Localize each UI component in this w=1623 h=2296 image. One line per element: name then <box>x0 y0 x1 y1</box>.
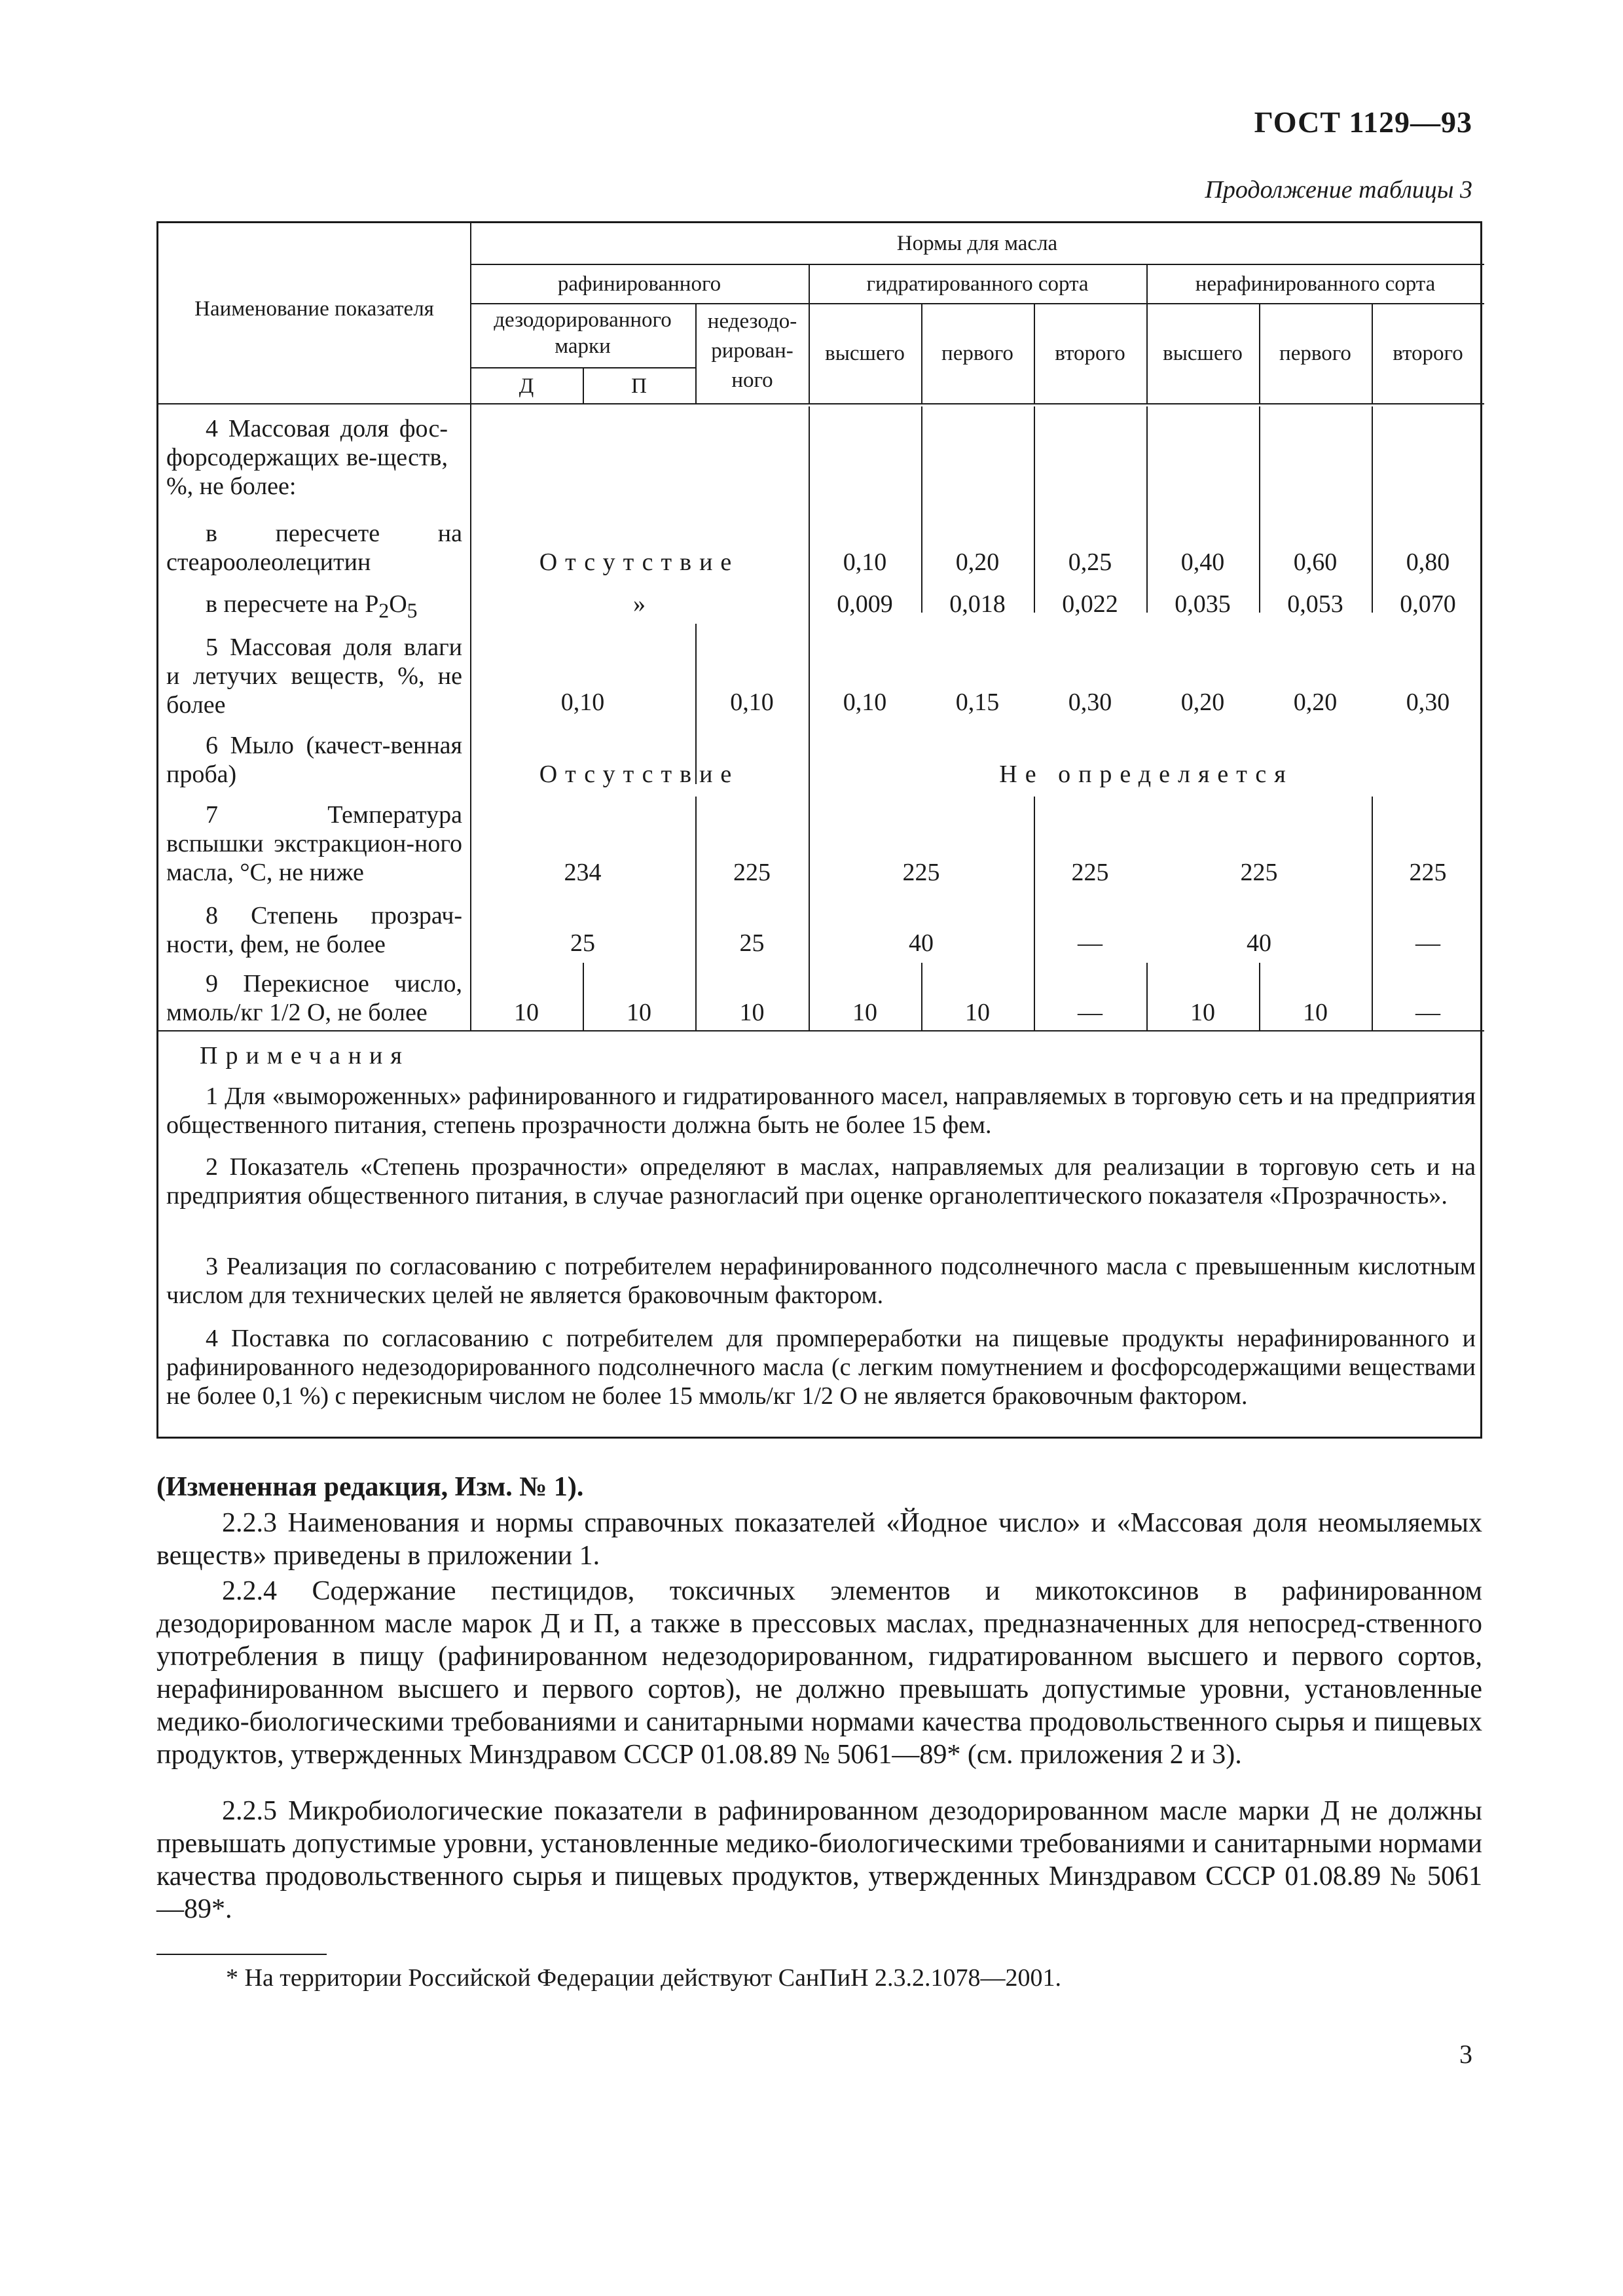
ditto-mark: » <box>633 590 646 618</box>
table-value: 0,60 <box>1293 548 1338 576</box>
table-value: 10 <box>627 999 651 1026</box>
table-value: 225 <box>902 859 940 886</box>
grid-line <box>1034 797 1035 1030</box>
col-header-refined: рафинированного <box>557 272 721 296</box>
col-header-grade: первого <box>941 342 1013 365</box>
value-absent: Отсутствие <box>539 548 740 576</box>
table-value: 25 <box>570 929 595 957</box>
table-value: 225 <box>1071 859 1109 886</box>
table-value: 25 <box>739 929 765 957</box>
col-header-non-deodorized: недезодо-рирован-ного <box>707 310 797 392</box>
row-label: 5 Массовая доля влаги и летучих веществ, %, не более <box>166 634 462 719</box>
paragraph-2-2-3: 2.2.3 Наименования и нормы справочных показателей «Йодное число» и «Массовая доля неомыляемых веществ» приведены в приложении 1. <box>156 1508 1482 1571</box>
grid-line <box>695 797 697 1030</box>
table-value: 225 <box>733 859 771 886</box>
table-value: 0,009 <box>837 590 893 618</box>
row-label: 6 Мыло (качест-венная проба) <box>166 732 462 788</box>
table-value: 234 <box>564 859 602 886</box>
grid-line <box>470 303 1484 304</box>
table-value: 10 <box>514 999 539 1026</box>
col-header-norms: Нормы для масла <box>896 232 1058 255</box>
header-bottom-line <box>158 403 1484 404</box>
table-value: 0,80 <box>1406 548 1450 576</box>
grid-line <box>695 303 697 403</box>
col-header-unrefined: нерафинированного сорта <box>1195 272 1436 296</box>
table-value: 10 <box>965 999 990 1026</box>
paragraph-2-2-5: 2.2.5 Микробиологические показатели в рафинированном дезодорированном масле марки Д не должны превышать допустимые уровни, установленные медико-биологическими требованиями и санитарными нормами качества продовольственного сырья и пищевых продуктов, утвержденных Минздравом СССР 01.08.89 № 5061—89*. <box>156 1796 1482 1924</box>
table-value: 0,20 <box>955 548 1000 576</box>
col-header-grade: высшего <box>825 342 905 365</box>
table-continuation-label: Продолжение таблицы 3 <box>1205 176 1472 204</box>
col-header-hydrated: гидратированного сорта <box>866 272 1089 296</box>
table-value: 0,20 <box>1293 689 1338 716</box>
table-value: 0,022 <box>1062 590 1118 618</box>
row-sublabel-p2o5: в пересчете на $P_2O_5$ <box>206 590 418 622</box>
grid-line <box>1259 406 1260 613</box>
table-value: — <box>1415 999 1440 1026</box>
amended-edition-note: (Измененная редакция, Изм. № 1). <box>156 1472 584 1502</box>
col-header-grade: второго <box>1393 342 1463 365</box>
table-value: 40 <box>1247 929 1271 957</box>
col-header-deodorized: дезодорированного марки <box>494 308 672 358</box>
notes-title: Примечания <box>200 1042 410 1069</box>
col-header-brand-d: Д <box>519 374 534 398</box>
gost-code: ГОСТ 1129—93 <box>1254 105 1472 139</box>
note-4: 4 Поставка по согласованию с потребителем для промпереработки на пищевые продукты нерафинированного и рафинированного недезодорированного подсолнечного масла (с легким помутнением и фосфорсодержащими веществами не более 0,1 %) с перекисным числом не более 15 ммоль/кг 1/2 О не является браковочным фактором. <box>166 1325 1476 1410</box>
table-value: 10 <box>739 999 765 1026</box>
grid-line <box>1372 406 1373 613</box>
footnote-rule <box>156 1954 327 1955</box>
table-value: 40 <box>909 929 934 957</box>
table-value: 0,018 <box>949 590 1006 618</box>
grid-line <box>1034 406 1035 613</box>
table-value: — <box>1078 999 1103 1026</box>
note-2: 2 Показатель «Степень прозрачности» определяют в маслах, направляемых для реализации в торговую сеть и на предприятия общественного питания, в случае разногласий при оценке органолептического показателя «Прозрачность». <box>166 1153 1476 1210</box>
row-label: 7 Температура вспышки экстракцион-ного масла, °С, не ниже <box>166 801 462 886</box>
row-label: 9 Перекисное число, ммоль/кг 1/2 О, не более <box>166 970 462 1026</box>
table-value: 0,30 <box>1406 689 1450 716</box>
table-value: 0,25 <box>1068 548 1112 576</box>
table-value: 0,10 <box>843 689 887 716</box>
row-sublabel: в пересчете на стеароолеолецитин <box>166 520 462 576</box>
col-header-grade: первого <box>1279 342 1351 365</box>
table-value: 0,053 <box>1287 590 1343 618</box>
footnote: * На территории Российской Федерации действуют СанПиН 2.3.2.1078—2001. <box>226 1964 1062 1992</box>
grid-line <box>1372 797 1373 1030</box>
table-value: 0,30 <box>1068 689 1112 716</box>
grid-line <box>470 223 471 1030</box>
table-value: 0,20 <box>1180 689 1225 716</box>
grid-line <box>470 264 1484 265</box>
table-value: — <box>1078 929 1103 957</box>
col-header-brand-p: П <box>631 374 647 398</box>
page-number: 3 <box>1459 2039 1472 2069</box>
row-label: 8 Степень прозрач-ности, фем, не более <box>166 902 462 958</box>
table-value: 0,40 <box>1180 548 1225 576</box>
table-value: 225 <box>1409 859 1447 886</box>
col-header-grade: второго <box>1055 342 1125 365</box>
note-3: 3 Реализация по согласованию с потребителем нерафинированного подсолнечного масла с превышенным кислотным числом для технических целей не является браковочным фактором. <box>166 1253 1476 1309</box>
paragraph-2-2-4: 2.2.4 Содержание пестицидов, токсичных элементов и микотоксинов в рафинированном дезодорированном масле марок Д и П, а также в прессовых маслах, предназначенных для непосред-ственного употребления в пищу (рафинированном недезодорированном, гидратированном высшего и первого сортов, нерафинированном высшего и первого сортов), не должно превышать допустимые уровни, установленные медико-биологическими требованиями и санитарными нормами качества продовольственного сырья и пищевых продуктов, утвержденных Минздравом СССР 01.08.89 № 5061—89* (см. приложения 2 и 3). <box>156 1576 1482 1770</box>
table-value: — <box>1415 929 1440 957</box>
notes-separator-line <box>158 1030 1484 1031</box>
value-absent: Отсутствие <box>539 761 740 788</box>
table-value: 10 <box>852 999 877 1026</box>
norms-table <box>156 221 1482 1439</box>
note-1: 1 Для «вымороженных» рафинированного и гидратированного масел, направляемых в торговую сеть и на предприятия общественного питания, степень прозрачности должна быть не более 15 фем. <box>166 1083 1476 1139</box>
table-value: 10 <box>1190 999 1215 1026</box>
table-value: 0,15 <box>955 689 1000 716</box>
col-header-indicator: Наименование показателя <box>194 297 434 321</box>
col-header-grade: высшего <box>1163 342 1243 365</box>
table-value: 0,035 <box>1175 590 1231 618</box>
table-value: 10 <box>1303 999 1328 1026</box>
table-value: 0,070 <box>1400 590 1456 618</box>
table-value: 225 <box>1240 859 1278 886</box>
table-value: 0,10 <box>730 689 774 716</box>
row-label: 4 Массовая доля фос-форсодержащих ве-ществ, %, не более: <box>166 415 448 500</box>
grid-line <box>1146 406 1148 613</box>
value-not-determined: Не определяется <box>999 761 1294 788</box>
table-value: 0,10 <box>843 548 887 576</box>
table-value: 0,10 <box>560 689 605 716</box>
grid-line <box>921 406 922 613</box>
